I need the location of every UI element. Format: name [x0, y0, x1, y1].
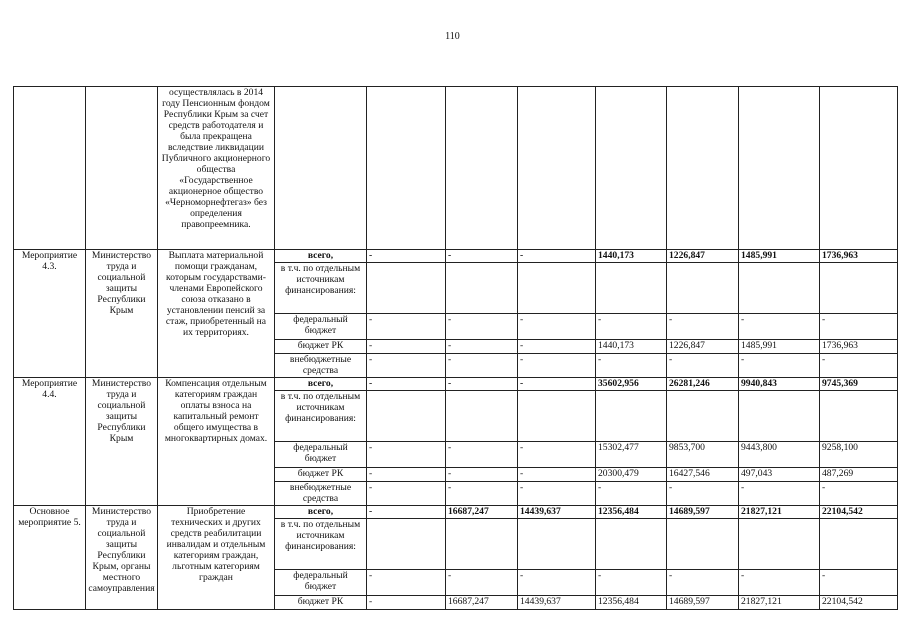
cell-empty: [367, 87, 446, 250]
cell-value: -: [367, 378, 446, 391]
cell-value: -: [446, 354, 518, 378]
cell-value: 22104,542: [820, 596, 898, 610]
cell-value: -: [367, 314, 446, 340]
cell-value: 15302,477: [596, 442, 667, 468]
cell-description: Компенсация отдельным категориям граждан оплаты взноса на капитальный ремонт общего имущества в многоквартирных домах.: [158, 378, 275, 506]
cell-value: [518, 391, 596, 442]
cell-value: -: [446, 250, 518, 263]
cell-value: -: [518, 378, 596, 391]
cell-value: 1440,173: [596, 340, 667, 354]
cell-empty: [820, 87, 898, 250]
cell-value: [667, 519, 739, 570]
cell-value: -: [446, 442, 518, 468]
cell-value: 9940,843: [739, 378, 820, 391]
cell-value: -: [446, 570, 518, 596]
cell-value: -: [739, 314, 820, 340]
cell-value: [739, 391, 820, 442]
cell-value: 21827,121: [739, 596, 820, 610]
cell-value: -: [518, 482, 596, 506]
cell-source: федеральный бюджет: [275, 442, 367, 468]
cell-value: -: [667, 482, 739, 506]
cell-value: 9853,700: [667, 442, 739, 468]
cell-value: -: [667, 314, 739, 340]
cell-value: [518, 263, 596, 314]
cell-value: [667, 391, 739, 442]
cell-value: -: [446, 482, 518, 506]
cell-value: 26281,246: [667, 378, 739, 391]
cell-name: Мероприятие 4.4.: [14, 378, 86, 506]
cell-source: внебюджетные средства: [275, 482, 367, 506]
cell-source: всего,: [275, 506, 367, 519]
cell-value: -: [596, 570, 667, 596]
cell-value: -: [518, 468, 596, 482]
financing-table: [13, 86, 898, 610]
cell-value: -: [367, 482, 446, 506]
cell-value: [446, 391, 518, 442]
cell-value: -: [596, 482, 667, 506]
cell-value: [596, 391, 667, 442]
cell-value: -: [518, 570, 596, 596]
cell-empty: [739, 87, 820, 250]
cell-value: -: [820, 482, 898, 506]
cell-source: всего,: [275, 250, 367, 263]
cell-value: 1736,963: [820, 250, 898, 263]
cell-value: 14689,597: [667, 596, 739, 610]
cell-value: 16687,247: [446, 506, 518, 519]
cell-value: [596, 519, 667, 570]
cell-empty: [667, 87, 739, 250]
cell-value: -: [367, 596, 446, 610]
cell-name: Мероприятие 4.3.: [14, 250, 86, 378]
cell-value: 22104,542: [820, 506, 898, 519]
cell-executor: [86, 87, 158, 250]
cell-source: в т.ч. по отдельным источникам финансирования:: [275, 263, 367, 314]
cell-description: Выплата материальной помощи гражданам, которым государствами-членами Европейского союза отказано в установлении пенсий за стаж, приобретенный на их территориях.: [158, 250, 275, 378]
table-row: [14, 378, 898, 391]
cell-value: 1485,991: [739, 250, 820, 263]
table-row: [14, 87, 898, 250]
cell-value: -: [367, 250, 446, 263]
cell-value: -: [518, 250, 596, 263]
cell-value: 1485,991: [739, 340, 820, 354]
table-body: [14, 87, 898, 610]
cell-value: -: [446, 314, 518, 340]
cell-value: 1440,173: [596, 250, 667, 263]
cell-value: [446, 519, 518, 570]
cell-source: бюджет РК: [275, 340, 367, 354]
cell-value: [739, 519, 820, 570]
cell-value: [820, 519, 898, 570]
cell-value: -: [446, 468, 518, 482]
cell-empty: [518, 87, 596, 250]
cell-source: бюджет РК: [275, 596, 367, 610]
cell-value: 20300,479: [596, 468, 667, 482]
cell-source: федеральный бюджет: [275, 570, 367, 596]
cell-value: [367, 263, 446, 314]
cell-value: -: [367, 570, 446, 596]
cell-value: -: [446, 340, 518, 354]
cell-value: -: [667, 570, 739, 596]
cell-name: Основное мероприятие 5.: [14, 506, 86, 610]
cell-value: -: [367, 506, 446, 519]
table-row: [14, 250, 898, 263]
cell-source: федеральный бюджет: [275, 314, 367, 340]
cell-value: -: [518, 354, 596, 378]
cell-value: 12356,484: [596, 596, 667, 610]
cell-source: внебюджетные средства: [275, 354, 367, 378]
cell-value: -: [596, 314, 667, 340]
cell-value: 12356,484: [596, 506, 667, 519]
cell-empty: [275, 87, 367, 250]
cell-value: -: [518, 442, 596, 468]
cell-value: 21827,121: [739, 506, 820, 519]
cell-value: 9443,800: [739, 442, 820, 468]
cell-value: [446, 263, 518, 314]
cell-value: -: [667, 354, 739, 378]
cell-value: 9258,100: [820, 442, 898, 468]
page-number: 110: [445, 31, 460, 42]
cell-value: -: [739, 354, 820, 378]
cell-source: бюджет РК: [275, 468, 367, 482]
cell-value: -: [446, 378, 518, 391]
cell-value: [367, 519, 446, 570]
cell-value: 487,269: [820, 468, 898, 482]
cell-value: [739, 263, 820, 314]
cell-value: [596, 263, 667, 314]
cell-executor: Министерство труда и социальной защиты Республики Крым, органы местного самоуправления: [86, 506, 158, 610]
cell-value: -: [518, 340, 596, 354]
cell-value: -: [739, 482, 820, 506]
cell-value: [367, 391, 446, 442]
cell-source: в т.ч. по отдельным источникам финансирования:: [275, 391, 367, 442]
cell-value: 1736,963: [820, 340, 898, 354]
cell-value: [667, 263, 739, 314]
cell-source: всего,: [275, 378, 367, 391]
cell-value: 1226,847: [667, 340, 739, 354]
cell-value: -: [596, 354, 667, 378]
cell-value: -: [518, 314, 596, 340]
cell-description: осуществлялась в 2014 году Пенсионным фондом Республики Крым за счет средств работодателя и была прекращена вследствие ликвидации Публичного акционерного общества «Государственное акционерное общество «Черноморнефтегаз» без определения правопреемника.: [158, 87, 275, 250]
cell-empty: [446, 87, 518, 250]
cell-description: Приобретение технических и других средств реабилитации инвалидам и отдельным категориям граждан, льготным категориям граждан: [158, 506, 275, 610]
cell-value: -: [367, 442, 446, 468]
cell-value: -: [367, 340, 446, 354]
cell-value: 14689,597: [667, 506, 739, 519]
cell-value: 497,043: [739, 468, 820, 482]
cell-value: -: [367, 354, 446, 378]
cell-value: 16427,546: [667, 468, 739, 482]
cell-executor: Министерство труда и социальной защиты Республики Крым: [86, 250, 158, 378]
cell-empty: [596, 87, 667, 250]
cell-value: 35602,956: [596, 378, 667, 391]
cell-value: 14439,637: [518, 506, 596, 519]
cell-value: 14439,637: [518, 596, 596, 610]
cell-value: 1226,847: [667, 250, 739, 263]
cell-name: [14, 87, 86, 250]
cell-executor: Министерство труда и социальной защиты Республики Крым: [86, 378, 158, 506]
cell-value: 9745,369: [820, 378, 898, 391]
cell-value: [518, 519, 596, 570]
cell-value: -: [820, 354, 898, 378]
cell-value: 16687,247: [446, 596, 518, 610]
cell-source: в т.ч. по отдельным источникам финансирования:: [275, 519, 367, 570]
cell-value: -: [820, 314, 898, 340]
cell-value: -: [739, 570, 820, 596]
cell-value: [820, 263, 898, 314]
cell-value: [820, 391, 898, 442]
table-row: [14, 506, 898, 519]
cell-value: -: [820, 570, 898, 596]
cell-value: -: [367, 468, 446, 482]
